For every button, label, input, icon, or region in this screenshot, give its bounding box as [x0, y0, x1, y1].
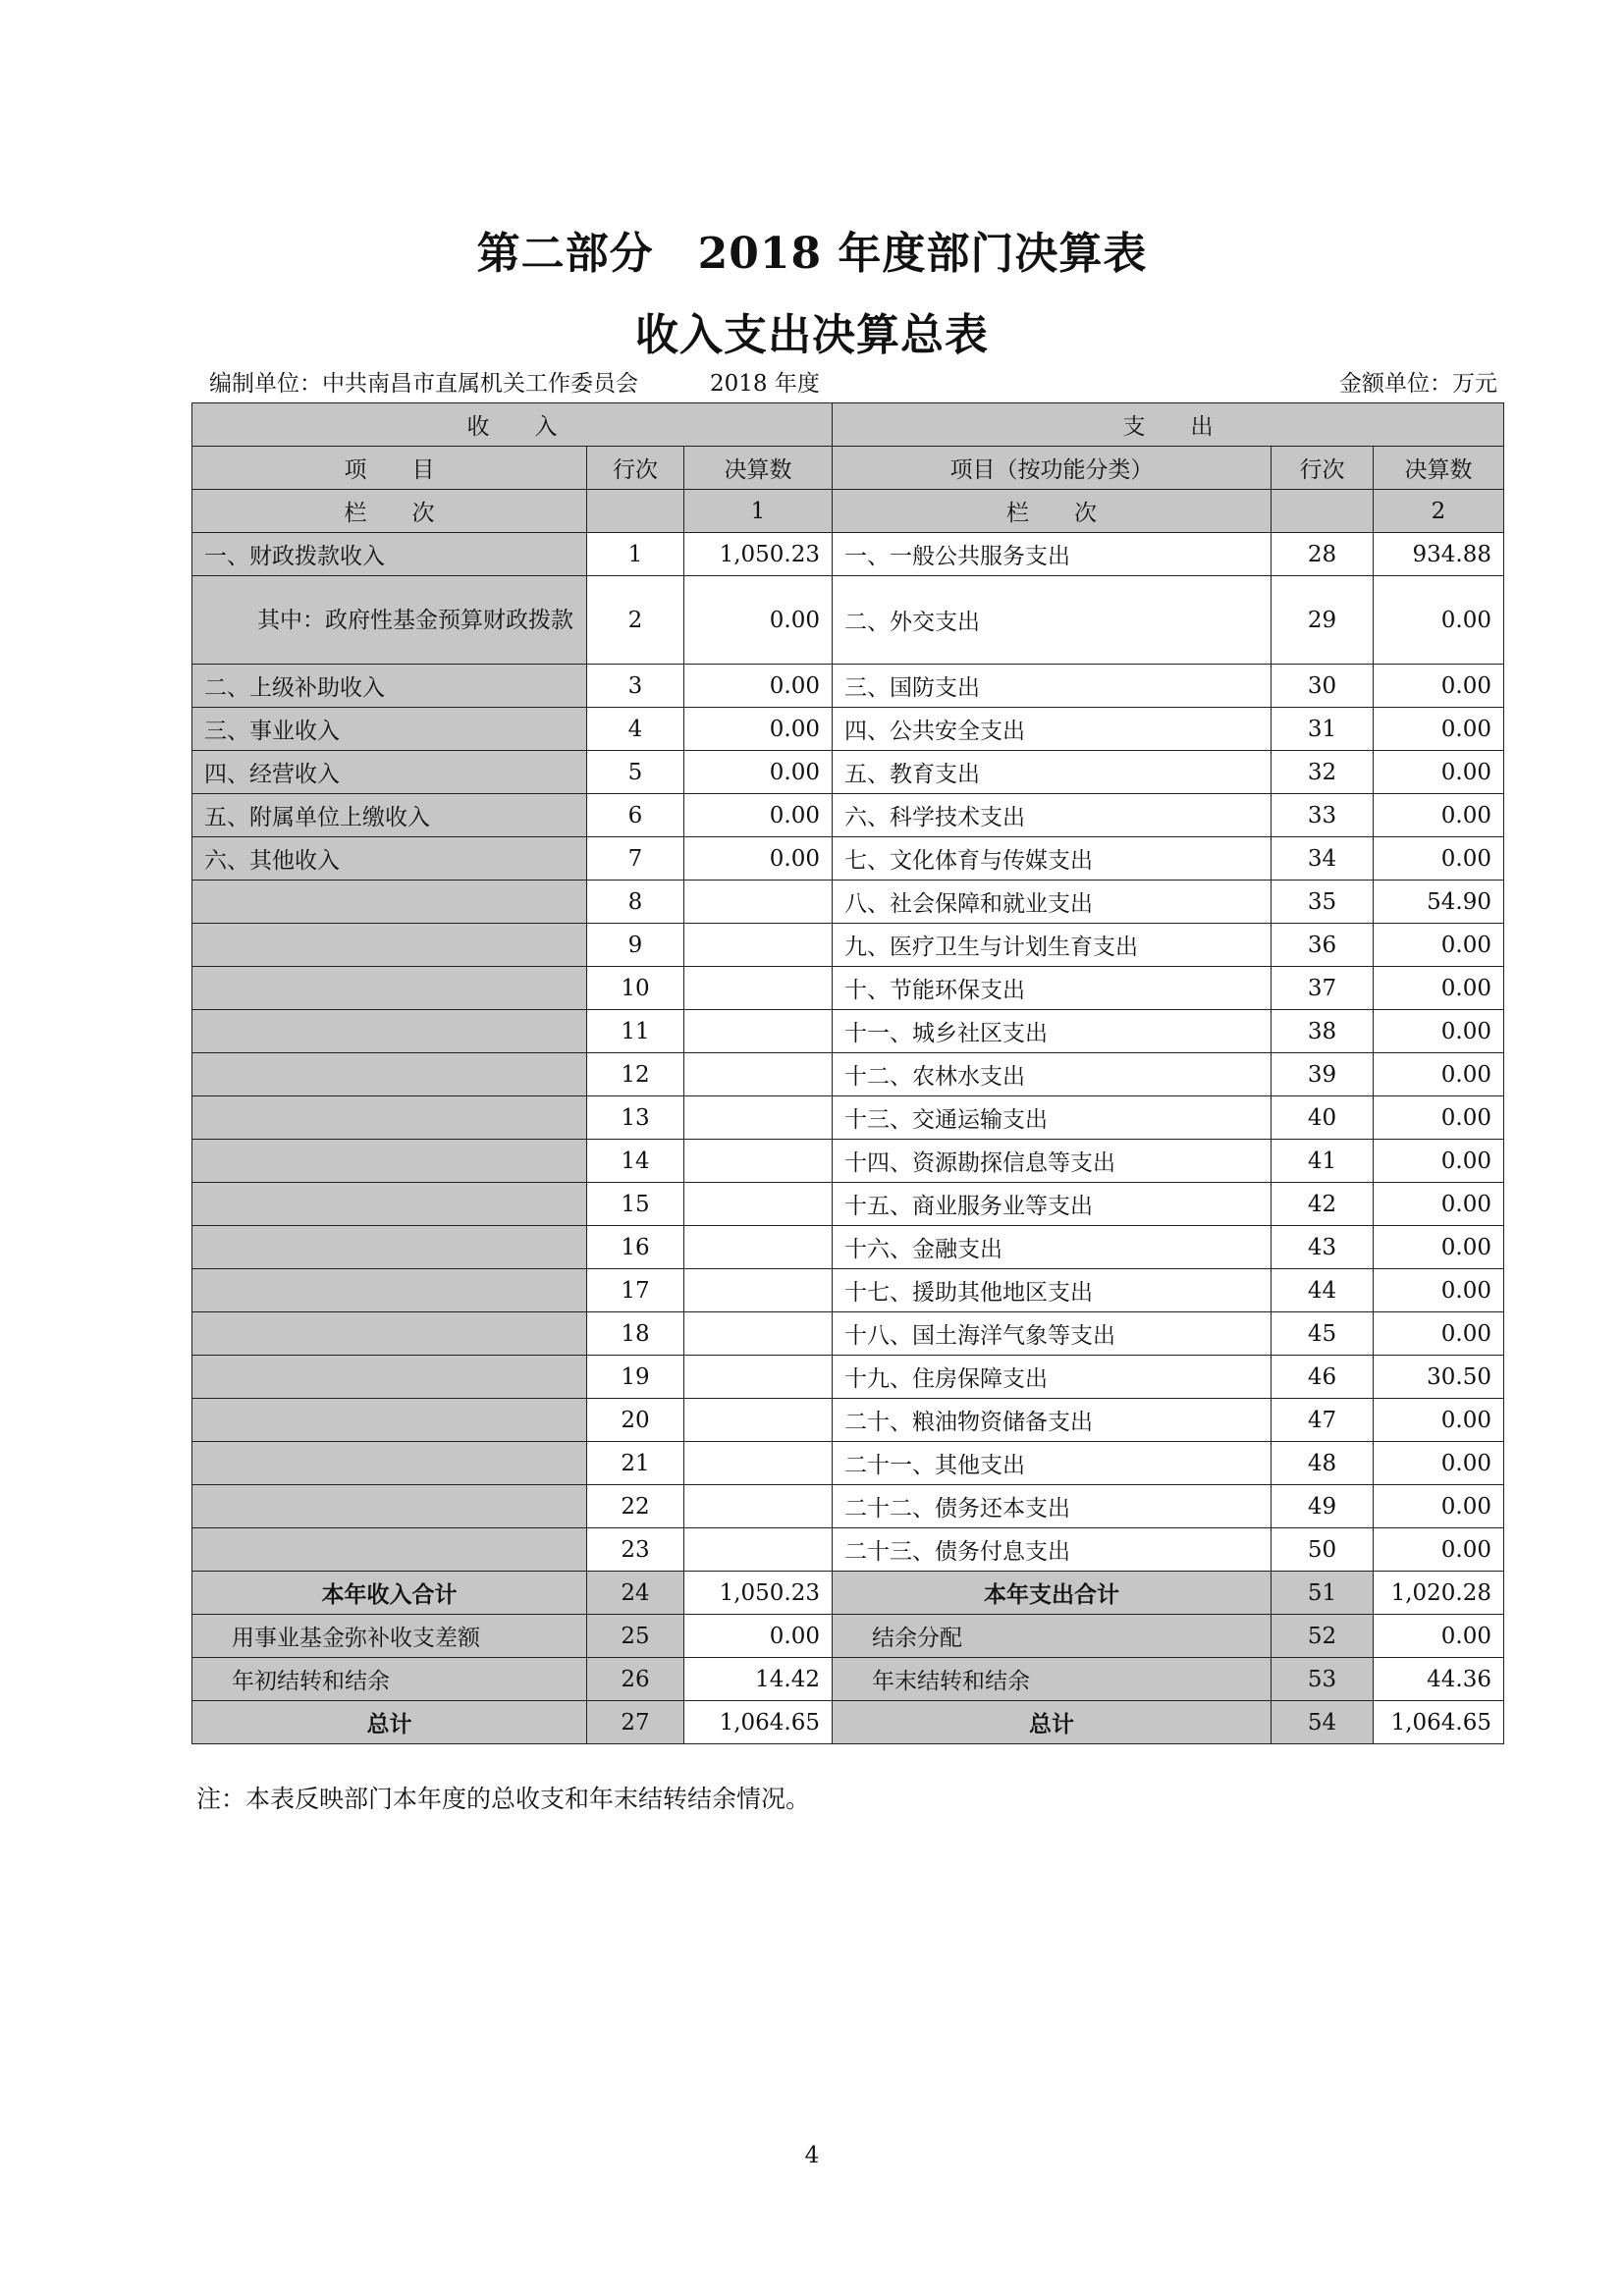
table-row: [192, 576, 1504, 665]
summary-expense-amount: 1,064.65: [1374, 1701, 1504, 1744]
income-row-number: 2: [587, 576, 684, 665]
summary-expense-row-number: 51: [1272, 1572, 1374, 1615]
table-row: [192, 751, 1504, 794]
income-row-number: 8: [587, 881, 684, 924]
table-row: [192, 533, 1504, 576]
expense-section-header: 支 出: [833, 403, 1504, 447]
expense-amount: 0.00: [1374, 1096, 1504, 1140]
expense-amount: 934.88: [1374, 533, 1504, 576]
summary-income-amount: 0.00: [684, 1615, 833, 1658]
summary-expense-row-number: 52: [1272, 1615, 1374, 1658]
table-row: [192, 1269, 1504, 1312]
summary-income-amount: 1,064.65: [684, 1701, 833, 1744]
summary-row: [192, 1615, 1504, 1658]
summary-expense-amount: 1,020.28: [1374, 1572, 1504, 1615]
income-item: [192, 1528, 587, 1572]
column-index-row: [192, 490, 1504, 533]
fiscal-year: 2018 年度: [710, 371, 820, 397]
income-amount: [684, 1485, 833, 1528]
expense-row-number: 29: [1272, 576, 1374, 665]
expense-item-header: 项目（按功能分类）: [833, 447, 1272, 490]
column-header-row: [192, 447, 1504, 490]
expense-amount: 0.00: [1374, 1442, 1504, 1485]
expense-item: 十六、金融支出: [833, 1226, 1272, 1269]
summary-expense-amount: 0.00: [1374, 1615, 1504, 1658]
expense-item: 十七、援助其他地区支出: [833, 1269, 1272, 1312]
expense-amount: 0.00: [1374, 1053, 1504, 1096]
expense-item: 十一、城乡社区支出: [833, 1010, 1272, 1053]
expense-amount: 0.00: [1374, 837, 1504, 881]
summary-row: [192, 1658, 1504, 1701]
expense-item: 十五、商业服务业等支出: [833, 1183, 1272, 1226]
income-row-number: 9: [587, 924, 684, 967]
table-row: [192, 794, 1504, 837]
income-amount: [684, 1356, 833, 1399]
summary-expense-amount: 44.36: [1374, 1658, 1504, 1701]
income-item: [192, 1183, 587, 1226]
expense-item: 十二、农林水支出: [833, 1053, 1272, 1096]
income-row-number: 5: [587, 751, 684, 794]
table-note: 注：本表反映部门本年度的总收支和年末结转结余情况。: [196, 1785, 811, 1813]
income-amount: [684, 1399, 833, 1442]
expense-row-number: 37: [1272, 967, 1374, 1010]
summary-income-item: 本年收入合计: [192, 1572, 587, 1615]
income-row-number: 1: [587, 533, 684, 576]
income-amount: 0.00: [684, 751, 833, 794]
expense-row-number: 40: [1272, 1096, 1374, 1140]
expense-row-number: 32: [1272, 751, 1374, 794]
expense-item: 四、公共安全支出: [833, 708, 1272, 751]
income-item: [192, 1096, 587, 1140]
income-item: 三、事业收入: [192, 708, 587, 751]
income-row-number: 14: [587, 1140, 684, 1183]
summary-income-row-number: 24: [587, 1572, 684, 1615]
expense-item: 二、外交支出: [833, 576, 1272, 665]
expense-row-number: 36: [1272, 924, 1374, 967]
expense-row-number: 50: [1272, 1528, 1374, 1572]
summary-income-amount: 14.42: [684, 1658, 833, 1701]
table-row: [192, 708, 1504, 751]
summary-income-item: 年初结转和结余: [192, 1658, 587, 1701]
summary-income-item: 用事业基金弥补收支差额: [192, 1615, 587, 1658]
income-amount: [684, 1096, 833, 1140]
income-amount: [684, 1312, 833, 1356]
income-expense-table: [191, 402, 1504, 1744]
table-row: [192, 1312, 1504, 1356]
amount-unit: 金额单位：万元: [1339, 371, 1497, 397]
expense-column-label: 栏 次: [833, 490, 1272, 533]
income-item: [192, 1269, 587, 1312]
expense-item: 二十一、其他支出: [833, 1442, 1272, 1485]
income-column-label: 栏 次: [192, 490, 587, 533]
expense-amount: 0.00: [1374, 794, 1504, 837]
expense-row-number: 35: [1272, 881, 1374, 924]
summary-expense-item: 年末结转和结余: [833, 1658, 1272, 1701]
expense-row-number: 39: [1272, 1053, 1374, 1096]
expense-amount: 0.00: [1374, 1528, 1504, 1572]
income-item-header: 项 目: [192, 447, 587, 490]
income-amount: [684, 924, 833, 967]
expense-row-number: 34: [1272, 837, 1374, 881]
expense-amount: 0.00: [1374, 708, 1504, 751]
expense-amount: 0.00: [1374, 967, 1504, 1010]
summary-row: [192, 1572, 1504, 1615]
income-row-number: 7: [587, 837, 684, 881]
summary-expense-row-number: 54: [1272, 1701, 1374, 1744]
income-row-number: 15: [587, 1183, 684, 1226]
expense-item: 十九、住房保障支出: [833, 1356, 1272, 1399]
summary-row: [192, 1701, 1504, 1744]
table-row: [192, 1399, 1504, 1442]
expense-row-number: 43: [1272, 1226, 1374, 1269]
expense-column-blank: [1272, 490, 1374, 533]
summary-income-amount: 1,050.23: [684, 1572, 833, 1615]
income-item: [192, 1053, 587, 1096]
table-row: [192, 1356, 1504, 1399]
income-amount: 0.00: [684, 837, 833, 881]
table-row: [192, 881, 1504, 924]
expense-item: 九、医疗卫生与计划生育支出: [833, 924, 1272, 967]
table-row: [192, 1010, 1504, 1053]
expense-row-number: 38: [1272, 1010, 1374, 1053]
income-amount: [684, 1053, 833, 1096]
income-amount: [684, 1226, 833, 1269]
expense-rowno-header: 行次: [1272, 447, 1374, 490]
expense-item: 七、文化体育与传媒支出: [833, 837, 1272, 881]
expense-row-number: 42: [1272, 1183, 1374, 1226]
income-amount: 0.00: [684, 794, 833, 837]
table-row: [192, 1053, 1504, 1096]
expense-item: 三、国防支出: [833, 665, 1272, 708]
income-item: 一、财政拨款收入: [192, 533, 587, 576]
expense-item: 五、教育支出: [833, 751, 1272, 794]
income-item: [192, 924, 587, 967]
expense-item: 十四、资源勘探信息等支出: [833, 1140, 1272, 1183]
expense-amount: 0.00: [1374, 1010, 1504, 1053]
table-title: 收入支出决算总表: [635, 310, 989, 360]
expense-row-number: 33: [1272, 794, 1374, 837]
income-item: [192, 1485, 587, 1528]
income-item: 四、经营收入: [192, 751, 587, 794]
income-item: [192, 967, 587, 1010]
income-item: [192, 1312, 587, 1356]
expense-row-number: 41: [1272, 1140, 1374, 1183]
summary-expense-item: 结余分配: [833, 1615, 1272, 1658]
income-amount: 0.00: [684, 576, 833, 665]
income-item: [192, 1140, 587, 1183]
expense-amount: 0.00: [1374, 1269, 1504, 1312]
section-header-row: [192, 403, 1504, 447]
income-row-number: 13: [587, 1096, 684, 1140]
income-amount: [684, 881, 833, 924]
expense-amount: 0.00: [1374, 1183, 1504, 1226]
income-amount: 1,050.23: [684, 533, 833, 576]
expense-row-number: 46: [1272, 1356, 1374, 1399]
income-amount: [684, 967, 833, 1010]
table-row: [192, 924, 1504, 967]
income-item: 五、附属单位上缴收入: [192, 794, 587, 837]
income-row-number: 3: [587, 665, 684, 708]
income-item: [192, 1442, 587, 1485]
income-row-number: 20: [587, 1399, 684, 1442]
income-item: [192, 1356, 587, 1399]
expense-column-index: 2: [1374, 490, 1504, 533]
summary-income-item: 总计: [192, 1701, 587, 1744]
table-row: [192, 665, 1504, 708]
income-row-number: 10: [587, 967, 684, 1010]
summary-expense-item: 总计: [833, 1701, 1272, 1744]
income-row-number: 17: [587, 1269, 684, 1312]
income-amount: 0.00: [684, 708, 833, 751]
income-rowno-header: 行次: [587, 447, 684, 490]
expense-amount: 54.90: [1374, 881, 1504, 924]
expense-amount: 30.50: [1374, 1356, 1504, 1399]
expense-amount: 0.00: [1374, 665, 1504, 708]
income-amount: [684, 1010, 833, 1053]
expense-row-number: 48: [1272, 1442, 1374, 1485]
document-title: 第二部分 2018 年度部门决算表: [476, 229, 1148, 279]
expense-item: 二十二、债务还本支出: [833, 1485, 1272, 1528]
income-item: 其中：政府性基金预算财政拨款: [192, 576, 587, 665]
income-item: [192, 1010, 587, 1053]
table-row: [192, 837, 1504, 881]
page-number: 4: [804, 2143, 820, 2168]
expense-item: 一、一般公共服务支出: [833, 533, 1272, 576]
income-row-number: 16: [587, 1226, 684, 1269]
table-row: [192, 1226, 1504, 1269]
expense-amount: 0.00: [1374, 1399, 1504, 1442]
expense-row-number: 28: [1272, 533, 1374, 576]
income-row-number: 21: [587, 1442, 684, 1485]
income-row-number: 11: [587, 1010, 684, 1053]
income-amount: 0.00: [684, 665, 833, 708]
income-column-blank: [587, 490, 684, 533]
income-item: 二、上级补助收入: [192, 665, 587, 708]
expense-amount: 0.00: [1374, 1140, 1504, 1183]
table-meta: [209, 365, 1497, 397]
summary-income-row-number: 27: [587, 1701, 684, 1744]
expense-amount: 0.00: [1374, 924, 1504, 967]
table-row: [192, 1183, 1504, 1226]
table-row: [192, 967, 1504, 1010]
summary-expense-row-number: 53: [1272, 1658, 1374, 1701]
table-row: [192, 1096, 1504, 1140]
compiling-unit: 编制单位：中共南昌市直属机关工作委员会: [209, 371, 638, 397]
income-item: [192, 1226, 587, 1269]
expense-item: 十八、国土海洋气象等支出: [833, 1312, 1272, 1356]
income-row-number: 18: [587, 1312, 684, 1356]
expense-row-number: 47: [1272, 1399, 1374, 1442]
expense-item: 二十三、债务付息支出: [833, 1528, 1272, 1572]
income-row-number: 23: [587, 1528, 684, 1572]
table-row: [192, 1140, 1504, 1183]
summary-expense-item: 本年支出合计: [833, 1572, 1272, 1615]
income-row-number: 4: [587, 708, 684, 751]
income-item: [192, 1399, 587, 1442]
expense-amount: 0.00: [1374, 1312, 1504, 1356]
expense-item: 八、社会保障和就业支出: [833, 881, 1272, 924]
expense-item: 十、节能环保支出: [833, 967, 1272, 1010]
income-item: 六、其他收入: [192, 837, 587, 881]
income-row-number: 12: [587, 1053, 684, 1096]
table-row: [192, 1442, 1504, 1485]
income-amount: [684, 1140, 833, 1183]
summary-income-row-number: 25: [587, 1615, 684, 1658]
expense-row-number: 49: [1272, 1485, 1374, 1528]
table-row: [192, 1528, 1504, 1572]
expense-amount-header: 决算数: [1374, 447, 1504, 490]
expense-row-number: 31: [1272, 708, 1374, 751]
income-amount-header: 决算数: [684, 447, 833, 490]
expense-item: 二十、粮油物资储备支出: [833, 1399, 1272, 1442]
income-amount: [684, 1183, 833, 1226]
income-row-number: 22: [587, 1485, 684, 1528]
expense-item: 十三、交通运输支出: [833, 1096, 1272, 1140]
expense-row-number: 45: [1272, 1312, 1374, 1356]
expense-row-number: 30: [1272, 665, 1374, 708]
income-row-number: 19: [587, 1356, 684, 1399]
income-row-number: 6: [587, 794, 684, 837]
income-amount: [684, 1528, 833, 1572]
expense-row-number: 44: [1272, 1269, 1374, 1312]
expense-amount: 0.00: [1374, 1226, 1504, 1269]
income-section-header: 收 入: [192, 403, 833, 447]
expense-amount: 0.00: [1374, 751, 1504, 794]
income-item: [192, 881, 587, 924]
income-column-index: 1: [684, 490, 833, 533]
expense-amount: 0.00: [1374, 576, 1504, 665]
income-amount: [684, 1442, 833, 1485]
summary-income-row-number: 26: [587, 1658, 684, 1701]
expense-item: 六、科学技术支出: [833, 794, 1272, 837]
expense-amount: 0.00: [1374, 1485, 1504, 1528]
table-row: [192, 1485, 1504, 1528]
income-amount: [684, 1269, 833, 1312]
